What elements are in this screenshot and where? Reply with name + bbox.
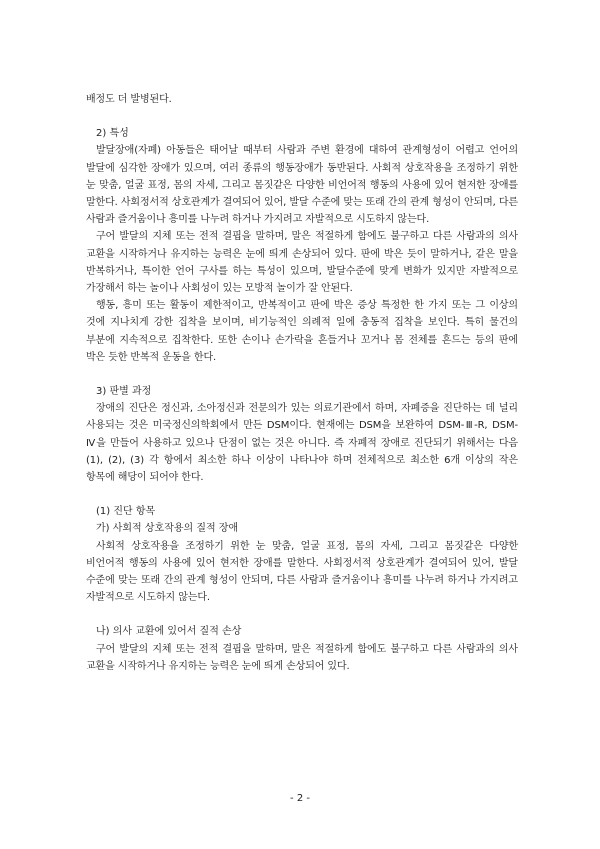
item-heading-communication: 나) 의사 교환에 있어서 질적 손상 (96, 626, 242, 638)
section-heading-diagnosis-process: 3) 판별 과정 (96, 386, 152, 398)
paragraph-continuation: 배정도 더 발병된다. (86, 94, 172, 105)
page-number: - 2 - (290, 793, 310, 804)
paragraph-communication: 구어 발달의 지체 또는 전적 결핍을 말하며, 말은 적절하게 함에도 불구하고 다른 사람과의 의사 교환을 시작하거나 유지하는 능력은 눈에 띄게 손상되어 있다. (86, 643, 518, 672)
spacer (86, 108, 518, 125)
paragraph-characteristics-1: 발달장애(자폐) 아동들은 태어날 때부터 사람과 주변 환경에 대하여 관계형성이 어렵고 언어의 발달에 심각한 장애가 있으며, 여러 종류의 행동장애가 동반된다. 사회적 상호작용을 조정하기 위한 눈 맞춤, 얼굴 표정, 몸의 자세, 그리고 몸짓같은 다양한 비언어적 행동의 사용에 있어 현저한 장애를 말한다. 사회정서적 상호관계가 결여되어 있어, 발달 수준에 맞는 또래 간의 관계 형성이 안되며, 다른 사람과 즐거움이나 흥미를 나누려 하거나 가지려고 자발적으로 시도하지 않는다. (86, 145, 518, 226)
paragraph-diagnosis-process: 장애의 진단은 정신과, 소아정신과 전문의가 있는 의료기관에서 하며, 자폐증을 진단하는 데 널리 사용되는 것은 미국정신의학회에서 만든 DSM이다. 현재에는 DSM을 보완하여 DSM-Ⅲ-R, DSM-Ⅳ을 만들어 사용하고 있으나 단점이 없는 것은 아니다. 즉 자폐적 장애로 진단되기 위해서는 다음 (1), (2), (3) 각 항에서 최소한 하나 이상이 나타나야 하며 전체적으로 최소한 6개 이상의 작은 항목에 해당이 되어야 한다. (86, 403, 518, 484)
subsection-heading-diagnosis-items: (1) 진단 항목 (96, 506, 156, 518)
paragraph-social-interaction: 사회적 상호작용을 조정하기 위한 눈 맞춤, 얼굴 표정, 몸의 자세, 그리고 몸짓같은 다양한 비언어적 행동의 사용에 있어 현저한 장애를 말한다. 사회정서적 상호관계가 결여되어 있어, 발달 수준에 맞는 또래 간의 관계 형성이 안되며, 다른 사람과 즐거움이나 흥미를 나누려 하거나 가지려고 자발적으로 시도하지 않는다. (86, 540, 518, 604)
paragraph-characteristics-2: 구어 발달의 지체 또는 전적 결핍을 말하며, 말은 적절하게 함에도 불구하고 다른 사람과의 의사 교환을 시작하거나 유지하는 능력은 눈에 띄게 손상되어 있다. 판에 박은 듯이 말하거나, 같은 말을 반복하거나, 특이한 언어 구사를 하는 특성이 있으며, 발달수준에 맞게 변화가 있지만 자발적으로 가장해서 하는 놀이나 사회성이 있는 모방적 놀이가 잘 안된다. (86, 231, 518, 295)
spacer (86, 486, 518, 503)
spacer (86, 606, 518, 623)
spacer (86, 366, 518, 383)
section-heading-characteristics: 2) 특성 (96, 128, 129, 140)
document-page (86, 91, 518, 675)
paragraph-characteristics-3: 행동, 흥미 또는 활동이 제한적이고, 반복적이고 판에 박은 증상 특정한 한 가지 또는 그 이상의 것에 지나치게 강한 집착을 보이며, 비기능적인 의례적 일에 충동적 집착을 보인다. 특히 물건의 부분에 지속적으로 집착한다. 또한 손이나 손가락을 흔들거나 꼬거나 몸 전체를 흔드는 등의 판에 박은 듯한 반복적 운동을 한다. (86, 300, 518, 363)
item-heading-social-interaction: 가) 사회적 상호작용의 질적 장애 (96, 523, 239, 535)
